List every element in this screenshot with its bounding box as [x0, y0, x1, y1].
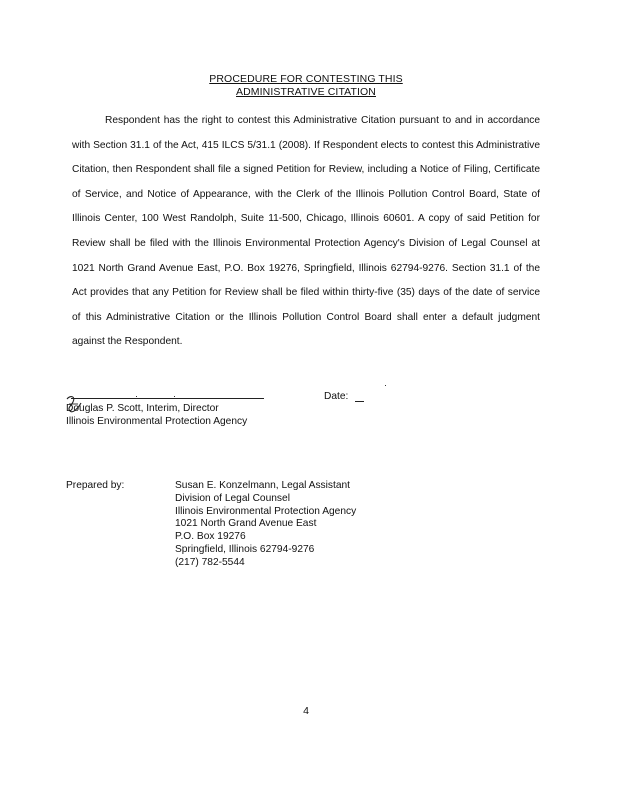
prepared-by-label: Prepared by:: [66, 480, 125, 491]
prepared-line: 1021 North Grand Avenue East: [175, 518, 317, 530]
signature-line: [71, 398, 264, 399]
scan-speck: [136, 396, 137, 397]
prepared-line: Springfield, Illinois 62794-9276: [175, 543, 315, 555]
prepared-line: Susan E. Konzelmann, Legal Assistant: [175, 480, 350, 491]
scan-speck: [174, 396, 175, 397]
prepared-line: P.O. Box 19276: [175, 531, 246, 543]
signer-name: Douglas P. Scott, Interim, Director: [66, 403, 219, 414]
scan-speck: [385, 385, 386, 386]
date-label: Date:: [324, 391, 349, 402]
document-title: [0, 73, 612, 99]
page-number: 4: [303, 705, 309, 717]
body-paragraph: Respondent has the right to contest this Administrative Citation pursuant to and in accordance with Section 31.1 of the Act, 415 ILCS 5/31.1 (2008). If Respondent elects to contest this Administrative Citation, then Respondent shall file a signed Petition for Review, including a Notice of Filing, Certificate of Service, and Notice of Appearance, with the Clerk of the Illinois Pollution Control Board, State of Illinois Center, 100 West Randolph, Suite 11-500, Chicago, Illinois 60601. A copy of said Petition for Review shall be filed with the Illinois Environmental Protection Agency's Division of Legal Counsel at 1021 North Grand Avenue East, P.O. Box 19276, Springfield, Illinois 62794-9276. Section 31.1 of the Act provides that any Petition for Review shall be filed within thirty-five (35) days of the date of service of this Administrative Citation or the Illinois Pollution Control Board shall enter a default judgment against the Respondent.: [72, 115, 540, 348]
prepared-line: Illinois Environmental Protection Agency: [175, 505, 357, 517]
signature-block: [66, 403, 247, 428]
prepared-line: Division of Legal Counsel: [175, 492, 290, 504]
title-line-2: ADMINISTRATIVE CITATION: [236, 86, 376, 98]
prepared-by-block: [175, 480, 356, 570]
prepared-line: (217) 782-5544: [175, 556, 245, 568]
date-line: [355, 401, 364, 402]
signer-agency: Illinois Environmental Protection Agency: [66, 415, 248, 427]
title-line-1: PROCEDURE FOR CONTESTING THIS: [209, 73, 403, 85]
